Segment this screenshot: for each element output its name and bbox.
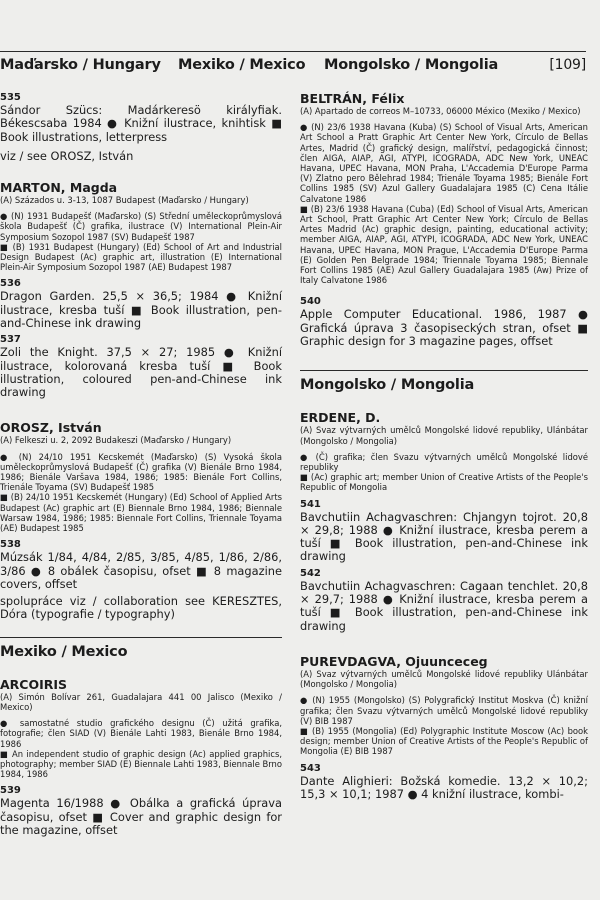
left-column [0,92,282,841]
artist-bio-czech: ● (N) 24/10 1951 Kecskemét (Maďarsko) (S) Vysoká škola uměleckoprůmyslová Budapešť (Č) grafika (V) Bienále Brno 1984, 1986; Bienále Varšava 1984, 1986; 1985: Bienále Fort Collins, Trienále Toyama (SV) Budapešť 1985 [0,451,282,493]
entry-text: Magenta 16/1988 ● Obálka a grafická úprava časopisu, ofset ■ Cover and graphic design for the magazine, offset [0,796,282,837]
section-heading-mongolia: Mongolsko / Mongolia [300,370,588,393]
artist-bio-czech: ● samostatné studio grafického designu (Č) užitá grafika, fotografie; člen SIAD (V) Bienále Lahti 1983, Bienále Brno 1984, 1986 [0,718,282,749]
entry-text: Dante Alighieri: Božská komedie. 13,2 × 10,2; 15,3 × 10,1; 1987 ● 4 knižní ilustrace, kombi- [300,773,588,801]
entry-number: 542 [300,567,321,579]
artist-bio-english: ■ (B) 23/6 1938 Havana (Cuba) (Ed) School of Visual Arts, American Art School, Pratt Graphic Art Center New York; Círculo de Bellas Artes Madrid (Ac) graphic design, painting, educational activity; member AIGA, AIAP, AGI, ATYPI, ICOGRADA, ADC New York, UNEAC Havana, UPEC Havana, MON Prague, L'Accademia D'Europe Parma (E) Golden Pen Belgrade 1984; Triennale Toyama 1985; Biennale Fort Collins 1985 (AE) Azul Gallery Guadalajara 1985 (Aw) Prize of Italy Calvatone 1986 [300,203,588,286]
artist-name: MARTON, Magda [0,179,118,195]
artist-address: (A) Felkeszi u. 2, 2092 Budakeszi (Maďarsko / Hungary) [0,435,232,446]
entry-number: 539 [0,785,21,797]
entry-number: 535 [0,92,21,103]
artist-name: BELTRÁN, Félix [300,91,405,106]
section-heading-mexico: Mexiko / Mexico [0,637,282,660]
artist-bio-czech: ● (N) 23/6 1938 Havana (Kuba) (S) School of Visual Arts, American Art School a Pratt Graphic Art Center New York, Círculo de Bellas Artes, Madrid (Č) grafický design, malířství, pedagogická činnost; člen AIGA, AIAP, AGI, ATYPI, ICOGRADA, ADC New York, UNEAC Havana, UPEC Havana, MON Praha, L'Accademia D'Europe Parma (V) Zlatno pero Bělehrad 1984; Trienále Toyama 1985; Bienále Fort Collins 1985 (SV) Azul Gallery Guadalajara 1985 (C) Cena Itálie Calvatone 1986 [300,122,588,204]
entry-number: 537 [0,334,21,346]
artist-name: OROSZ, István [0,420,102,436]
entry-number: 536 [0,278,21,290]
artist-bio-english: ■ (Ac) graphic art; member Union of Creative Artists of the People's Republic of Mongolia [300,472,588,493]
entry-number: 541 [300,498,321,510]
right-column [300,92,588,805]
artist-name: ARCOIRIS [0,676,68,692]
running-head-mexico: Mexiko / Mexico [178,57,306,73]
entry-text: Dragon Garden. 25,5 × 36,5; 1984 ● Knižní ilustrace, kresba tuší ■ Book illustration, pen-and-Chinese ink drawing [0,289,282,330]
entry-number: 543 [300,762,321,774]
see-also: viz / see OROSZ, István [0,148,134,163]
collaboration-note: spolupráce viz / collaboration see KERESZTES, Dóra (typografie / typography) [0,594,282,622]
artist-bio-english: ■ (B) 24/10 1951 Kecskemét (Hungary) (Ed) School of Applied Arts Budapest (Ac) graphic art (E) Biennale Brno 1984, 1986; Biennale Warsaw 1984, 1986; 1985: Biennale Fort Collins, Triennale Toyama (AE) Budapest 1985 [0,492,282,534]
entry-number: 538 [0,539,21,551]
running-head-mongolia: Mongolsko / Mongolia [324,57,499,73]
entry-text: Zoli the Knight. 37,5 × 27; 1985 ● Knižní ilustrace, kolorovaná kresba tuší ■ Book illustration, coloured pen-and-Chinese ink drawing [0,345,282,400]
entry-text: Múzsák 1/84, 4/84, 2/85, 3/85, 4/85, 1/86, 2/86, 3/86 ● 8 obálek časopisu, ofset ■ 8 magazine covers, offset [0,550,282,591]
artist-bio-czech: ● (N) 1931 Budapešť (Maďarsko) (S) Střední uměleckoprůmyslová škola Budapešť (Č) grafika, ilustrace (V) International Plein-Air Symposium Sozopol 1987 (SV) Budapešť 1987 [0,211,282,242]
entry-text: Bavchutiin Achagvaschren: Cagaan tenchlet. 20,8 × 29,7; 1988 ● Knižní ilustrace, kresba perem a tuší ■ Book illustration, pen-and-Chinese ink drawing [300,578,588,633]
artist-address: (A) Százados u. 3-13, 1087 Budapest (Maďarsko / Hungary) [0,194,249,205]
artist-bio-english: ■ (B) 1955 (Mongolia) (Ed) Polygraphic Institute Moscow (Ac) book design; member Union of Creative Artists of the People's Republic of Mongolia (E) BIB 1987 [300,725,588,757]
artist-name: ERDENE, D. [300,410,381,426]
artist-address: (A) Svaz výtvarných umělců Mongolské lidové republiky, Ulánbátar (Mongolsko / Mongolia) [300,425,588,446]
entry-text: Apple Computer Educational. 1986, 1987 ● Grafická úprava 3 časopiseckých stran, ofset ■ Graphic design for 3 magazine pages, offset [300,307,588,349]
artist-bio-czech: ● (Č) grafika; člen Svazu výtvarných umělců Mongolské lidové republiky [300,451,588,472]
page-number: [109] [549,57,586,73]
artist-address: (A) Svaz výtvarných umělců Mongolské lidové republiky Ulánbátar (Mongolsko / Mongolia) [300,668,588,690]
entry-text: Sándor Szücs: Madárkeresö királyfiak. Békescsaba 1984 ● Knižní ilustrace, knihtisk ■ Book illustrations, letterpress [0,103,282,144]
artist-bio-english: ■ (B) 1931 Budapest (Hungary) (Ed) School of Art and Industrial Design Budapest (Ac) graphic art, illustration (E) International Plein-Air Symposium Sozopol 1987 (AE) Budapest 1987 [0,241,282,273]
artist-address: (A) Apartado de correos M–10733, 06000 México (Mexiko / Mexico) [300,106,581,116]
running-head-hungary: Maďarsko / Hungary [0,57,161,73]
artist-address: (A) Simón Bolívar 261, Guadalajara 441 00 Jalisco (Mexiko / Mexico) [0,691,282,712]
running-head [0,51,586,73]
entry-text: Bavchutiin Achagvaschren: Chjangyn tojrot. 20,8 × 29,8; 1988 ● Knižní ilustrace, kresba perem a tuší ■ Book illustration, pen-and-Chinese ink drawing [300,509,588,564]
artist-name: PUREVDAGVA, Ojuunceceg [300,653,488,669]
artist-bio-czech: ● (N) 1955 (Mongolsko) (S) Polygrafický Institut Moskva (Č) knižní grafika; člen Svazu výtvarných umělců Mongolské lidové republiky (V) BIB 1987 [300,695,588,726]
entry-number: 540 [300,296,321,308]
artist-bio-english: ■ An independent studio of graphic design (Ac) applied graphics, photography; member SIAD (E) Biennale Lahti 1983, Biennale Brno 1984, 1986 [0,748,282,780]
